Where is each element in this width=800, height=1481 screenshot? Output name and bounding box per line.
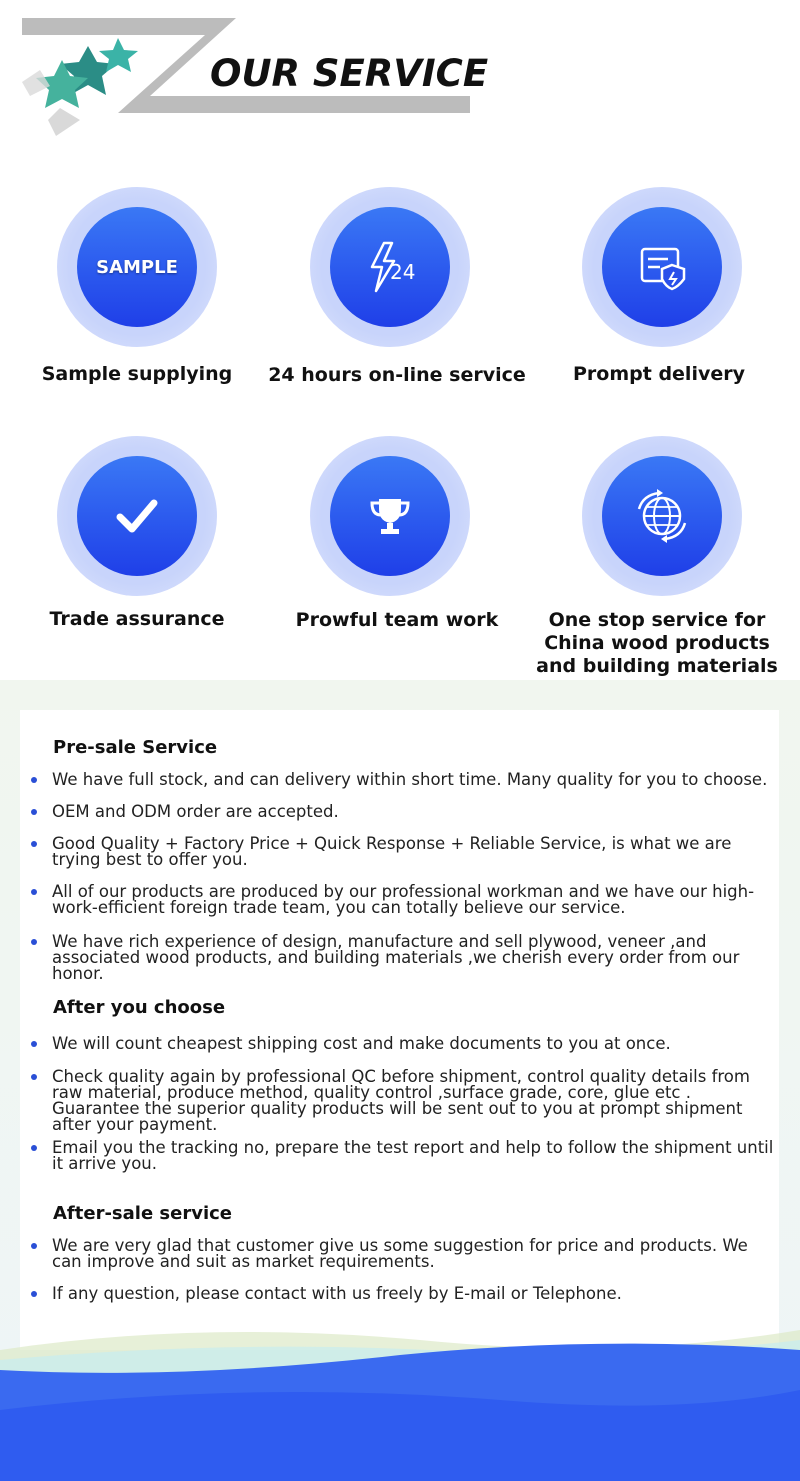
svg-text:24: 24 xyxy=(390,260,416,284)
page-header xyxy=(0,0,800,160)
list-item: Email you the tracking no, prepare the test report and help to follow the shipment until it arrive you. xyxy=(52,1140,777,1172)
delivery-card-icon xyxy=(602,207,722,327)
sample-badge-icon: SAMPLE xyxy=(77,207,197,327)
trophy-icon xyxy=(330,456,450,576)
service-icon-ring xyxy=(57,436,217,596)
service-label: Sample supplying xyxy=(41,363,233,385)
section-title-aftersale: After-sale service xyxy=(53,1203,233,1224)
service-label: One stop service for China wood products and building materials xyxy=(536,609,778,677)
list-item: We will count cheapest shipping cost and make documents to you at once. xyxy=(52,1036,777,1052)
list-item: Check quality again by professional QC before shipment, control quality details from raw material, produce method, quality control ,surface grade, core, glue etc . Guarantee the superior quality products will be sent out to you at prompt shipment after your payment. xyxy=(52,1069,777,1133)
service-label: 24 hours on-line service xyxy=(268,364,526,386)
list-item: OEM and ODM order are accepted. xyxy=(52,804,777,820)
list-item: If any question, please contact with us freely by E-mail or Telephone. xyxy=(52,1286,777,1302)
service-icon-ring xyxy=(310,436,470,596)
checkmark-icon xyxy=(77,456,197,576)
section-title-after-choose: After you choose xyxy=(53,997,226,1018)
service-icon-ring xyxy=(582,187,742,347)
service-icon-ring xyxy=(582,436,742,596)
list-item: We have rich experience of design, manufacture and sell plywood, veneer ,and associated wood products, and building materials ,we cherish every order from our honor. xyxy=(52,934,777,982)
page-title: OUR SERVICE xyxy=(210,52,489,95)
list-item: We are very glad that customer give us some suggestion for price and products. We can improve and suit as market requirements. xyxy=(52,1238,777,1270)
lightning-24-icon xyxy=(330,207,450,327)
section-title-presale: Pre-sale Service xyxy=(53,737,218,758)
service-icon-ring xyxy=(310,187,470,347)
list-item: All of our products are produced by our professional workman and we have our high-work-efficient foreign trade team, you can totally believe our service. xyxy=(52,884,777,916)
service-icon-ring xyxy=(57,187,217,347)
globe-arrows-icon xyxy=(602,456,722,576)
service-label: Prowful team work xyxy=(295,609,499,631)
service-label: Prompt delivery xyxy=(573,363,745,385)
service-label: Trade assurance xyxy=(49,608,225,630)
list-item: We have full stock, and can delivery within short time. Many quality for you to choose. xyxy=(52,772,777,788)
wave-footer-decoration xyxy=(0,1320,800,1481)
list-item: Good Quality + Factory Price + Quick Response + Reliable Service, is what we are trying best to offer you. xyxy=(52,836,777,868)
